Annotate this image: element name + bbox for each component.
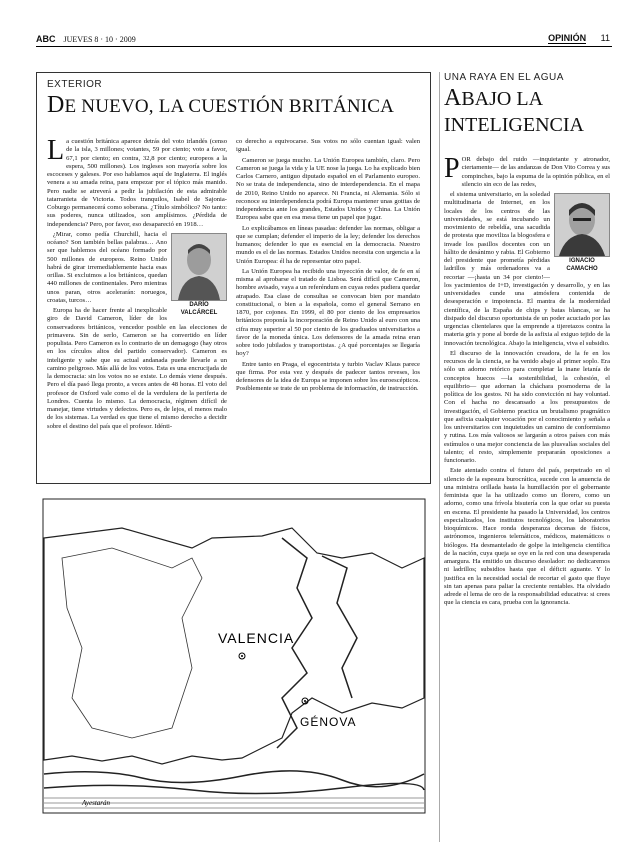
author-photo [171,233,227,301]
paragraph: Este atentado contra el futuro del país, perpetrado en el silencio de la espesura burocrática, sucede con la anuencia de una ministra orillada hasta la humillación por el gobernante feminista que la ha utilizado como un florero, como un adorno, como una frívola bisutería con la que orlar su puesta en escena. El presidente ha pasado la Universidad, los centros especializados, los institutos tecnológicos, los laboratorios bioquímicos. Hace ronda desperanza decenas de físicos, astrónomos, ingenieros telemáticos, médicos, matemáticos o biólogos. Ha desmantelado de golpe la inteligencia científica de la nación, cuya queja se oye en la red con una desesperada amargura. Ha emitido un discurso desolador: no dedicaremos ni ladrillos; subsidios hasta que el déficit aguante. Y lo justifica en la necesidad social de recortar el gasto que fluye sin tan apenas para paliar la creciente rentables. Ha olvidado adrede el lema de oro de la responsabilidad educativa: si crees que la ciencia es cara, prueba con la ignorancia. [444,467,610,607]
main-article-column-2 [236,138,420,478]
column-divider [439,72,440,842]
map-label-valencia: VALENCIA [218,630,295,646]
paragraph: Entre tanto en Praga, el egocentrista y turbio Vaclav Klaus parece que firma. Por esta vez y después de padecer tantos reveses, los defensores de la idea de Europa se imponen sobre los euroescépticos. Posiblemente se trate de un problema de información, de instrucción. [236,360,420,393]
issue-date: JUEVES 8 · 10 · 2009 [63,35,136,44]
illustrator-signature: Ayestarán [82,799,110,807]
author-surname: VALCÁRCEL [180,309,218,316]
author-name: IGNACIO [569,258,595,264]
author-photo [554,193,610,257]
header-rule [36,46,612,47]
drop-cap: L [47,138,65,166]
map-label-genova: GÉNOVA [300,715,357,729]
paragraph: co derecho a equivocarse. Sus votos no sólo cuentan igual: valen igual. [236,138,420,154]
paragraph: Lo explicábamos en líneas pasadas: defender las normas, obligar a que se cumplan; defender el imperio de la ley; defender los derechos humanos; defender lo que es esencial en la democracia. Nuestro mundo es el de las normas. Estados Unidos necesita con urgencia a la Unión Europea: él ha de representar otro papel. [236,224,420,265]
side-article-body [444,156,610,844]
title-rest: E NUEVO, LA CUESTIÓN BRITÁNICA [64,96,395,117]
author-caption [171,301,227,317]
title-rest: BAJO LA [461,88,544,110]
main-article-title [47,92,394,119]
page-header-right [548,33,610,43]
title-capital: A [444,85,462,111]
paragraph: Cameron se juega mucho. La Unión Europea también, claro. Pero Cameron se juega la vida y la UE nose la juega. Lo ha explicado bien Carlos Carnero, antiguo diputado español en el Parlamento europeo. No se trata de independencia, sino de interdependencia. En el mapa de 2010, Reino Unido no aparece. Ni Francia, ni Alemania. Sólo si reconoce su interdependencia podrá Europa mantener unas gotitas de independencia ante los grandes, Estados Unidos y China. La Unión Europea sabe que en esa mesa tiene un papel que jugar. [236,156,420,222]
title-line-2: INTELIGENCIA [444,114,584,136]
page-number: 11 [600,33,610,43]
author-photo-block [554,193,610,277]
paragraph: a cuestión británica aparece detrás del voto irlandés (censo de la isla, 3 millones; votantes, 59 por ciento; voto a favor, 67,1 por ciento; en contra, 32,8 por ciento; europeos a la espera, 500 millones). Los ingleses son mayoría sobre los escoceses y galeses. Por eso hablamos aquí de Inglaterra. El inglés venera a su amada reina, para empezar por el tópico más manido. Pero nadie se atreverá a pedir la jubilación de esta admirable tatarranieta de Victoria. Todos tranquilos, Isabel de Sajonia-Coburgo permanecerá como soberana. ¿Título simbólico? No tanto: sus poderes, nunca utilizados, son amplísimos. ¿Pérdida de independencia? Pero, por favor, eso desapareció en 1918… [47,138,227,228]
author-surname: CAMACHO [566,266,598,272]
portrait-image [555,194,609,256]
main-article-column-1 [47,138,227,478]
map-drawing [42,498,426,814]
drop-cap: P [444,156,460,184]
map-illustration [42,498,426,814]
portrait-image [172,234,226,300]
brand-logo: ABC [36,34,56,44]
side-article-kicker: UNA RAYA EN EL AGUA [444,72,564,83]
section-name: OPINIÓN [548,33,587,43]
main-article-kicker: EXTERIOR [47,79,103,90]
side-article-title [444,85,584,138]
paragraph: OR debajo del ruido —inquietante y atronador, ciertamente— de las andanzas de Don Vito Correa y sus compinches, bajo la espuma de la opinión pública, en el silencio sin eco de las redes, [461,156,610,188]
author-name: DARÍO [189,301,209,308]
title-capital: D [47,92,65,118]
author-caption [554,257,610,273]
paragraph: La Unión Europea ha recibido una inyección de valor, de fe en sí misma al aprobarse el tratado de Lisboa. Será difícil que Cameron, hombre avisado, vaya a un referéndum en cuyas redes pudiera quedar atrapado. Esa clase de consultas se convocan bien por mandato constitucional, o bien a la española, como el general Serrano en 1870, por cojones. En 1999, el 80 por ciento de los empresarios británicos proponía la incorporación de Reino Unido al euro con una cifra muy superior al 50 por ciento de los graduados universitarios a favor de la moneda única. Los defensores de la amada reina eran sobre todo jubilados y transportistas. ¿A qué porcentajes se llegaría hoy? [236,267,420,358]
paragraph: El discurso de la innovación creadora, de la fe en los recursos de la ciencia, se ha venido abajo al primer soplo. Era sólo un adorno retórico para completar la inane letanía de conceptos huecos —la sostenibilidad, la cohesión, el equilibrio— que adornan la cháchara posmoderna de la política de los gestos. Ni ha sido convicción ni hay voluntad. Con el hacha no descansado a los presupuestos de investigación, el Gobierno practica un brutalismo pragmático que asfixia cualquier vocación por el conocimiento y señala a los universitarios con inquietudes un camino de conformismo y rutina. Los más valiosos se largarán a otros países con más estímulos o una mejor conciencia de las plusvalías sociales del talento; el resto, simplemente prepararán oposiciones a funcionario. [444,349,610,464]
page-header-left [36,34,136,44]
paragraph: ¿Mirar, como pedía Churchill, hacia el océano? Son también bellas palabras… Ano ser que hablemos del océano formado por 500 millones de europeos. Reino Unido habrá de girar irremediablemente hacia esas orillas. Si excluimos a los británicos, quedan 440 millones de continentales. Pero mientras unos paran, otros acelerarán: noruegos, croatas, turcos… [47,230,167,304]
paragraph: el sistema universitario, en la soledad multitudinaria de Internet, en los locales de los centros de las universidades, se está incubando un movimiento de rebeldía, una sacudida de protesta que moviliza la blogosfera e invade los pasillos docentes con un hálito de desánimo y rabia. El Gobierno del presidente que prometía pérdidas ladrillos y más ordenadores va a recortar —¡hasta un 34 por ciento!— los yacimientos de I+D, investigación y desarrollo, y en las universidades cunde una atmósfera contenida de desesperación e impotencia. El mantra de la modernidad científica, de la España de chips y batas blancas, se ha disipado del discurso oportunista de un poder acuciado por las urgencias clientelares que la emprende a tijeretazos contra la materia gris y pone al borde de la asfixia al exiguo tejido de la innovación tecnológica. Abajo la inteligencia, viva el subsidio. [444,191,610,347]
paragraph: Europa ha de hacer frente al inexplicable giro de David Cameron, líder de los conservadores británicos, vencedor posible en las elecciones de primavera. Sin de serlo, Cameron se ha convertido en líder populista. Pero Cameron es lo contrario de un demagogo (hay otros en los círculos altos del partido conservador). Cameron es inteligente y sabe que su actual andanada puede llevarle a un camino peligroso. Más allá de los votos. Esta es una encrucijada de la democracia: sin los votos no se existe. Lo demás viene después. Pero el día pasó llega pronto, a veces antes de 48 horas. El voto del profesor de Oxford vale como el de la verdulera de la periferia de Londres. Cuenta lo mismo. La democracia, régimen difícil de manejar, tiene virtudes y defectos. Pero es, de lejos, el menos malo de los sistemas. La verdad es que tiene el mismo derecho a decidir sobre el destino del país que el profesor. Idénti- [47,307,227,430]
author-photo-block [171,233,227,321]
